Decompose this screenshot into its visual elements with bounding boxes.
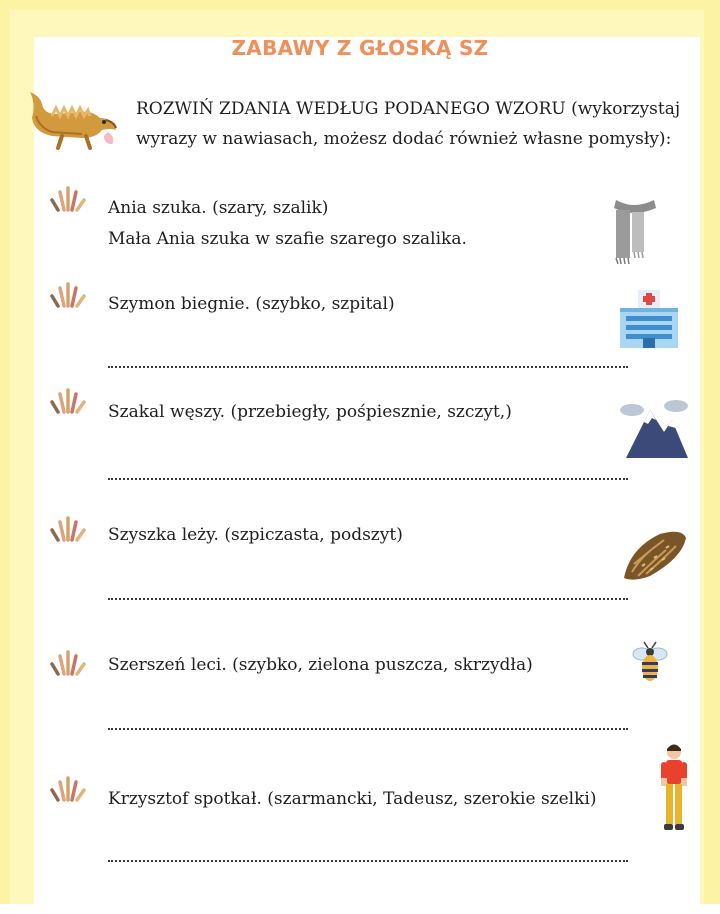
man-icon bbox=[656, 742, 694, 834]
answer-line[interactable] bbox=[108, 860, 628, 862]
task-example: Mała Ania szuka w szafie szarego szalika. bbox=[108, 229, 467, 249]
answer-line[interactable] bbox=[108, 478, 628, 480]
task-prompt: Szymon biegnie. (szybko, szpital) bbox=[108, 294, 395, 314]
lizard-icon bbox=[22, 88, 122, 152]
brush-strokes-icon bbox=[46, 650, 90, 680]
answer-line[interactable] bbox=[108, 366, 628, 368]
brush-strokes-icon bbox=[46, 516, 90, 546]
scarf-icon bbox=[608, 196, 660, 266]
mountain-icon bbox=[614, 396, 694, 460]
hospital-icon bbox=[616, 288, 682, 350]
task-prompt: Krzysztof spotkał. (szarmancki, Tadeusz, szerokie szelki) bbox=[108, 789, 597, 809]
page-title: ZABAWY Z GŁOSKĄ SZ bbox=[231, 36, 489, 60]
instruction-text: ROZWIŃ ZDANIA WEDŁUG PODANEGO WZORU (wykorzystaj wyrazy w nawiasach, możesz dodać również własne pomysły): bbox=[136, 99, 681, 149]
task-prompt: Ania szuka. (szary, szalik) bbox=[108, 198, 329, 218]
hornet-icon bbox=[630, 640, 670, 688]
task-prompt: Szyszka leży. (szpiczasta, podszyt) bbox=[108, 525, 403, 545]
task-prompt: Szakal węszy. (przebiegły, pośpiesznie, szczyt,) bbox=[108, 402, 512, 422]
pinecone-icon bbox=[620, 528, 690, 584]
brush-strokes-icon bbox=[46, 776, 90, 806]
worksheet-paper bbox=[34, 37, 700, 914]
answer-line[interactable] bbox=[108, 728, 628, 730]
brush-strokes-icon bbox=[46, 282, 90, 312]
task-prompt: Szerszeń leci. (szybko, zielona puszcza, skrzydła) bbox=[108, 655, 533, 675]
answer-line[interactable] bbox=[108, 598, 628, 600]
brush-strokes-icon bbox=[46, 186, 90, 216]
brush-strokes-icon bbox=[46, 388, 90, 418]
